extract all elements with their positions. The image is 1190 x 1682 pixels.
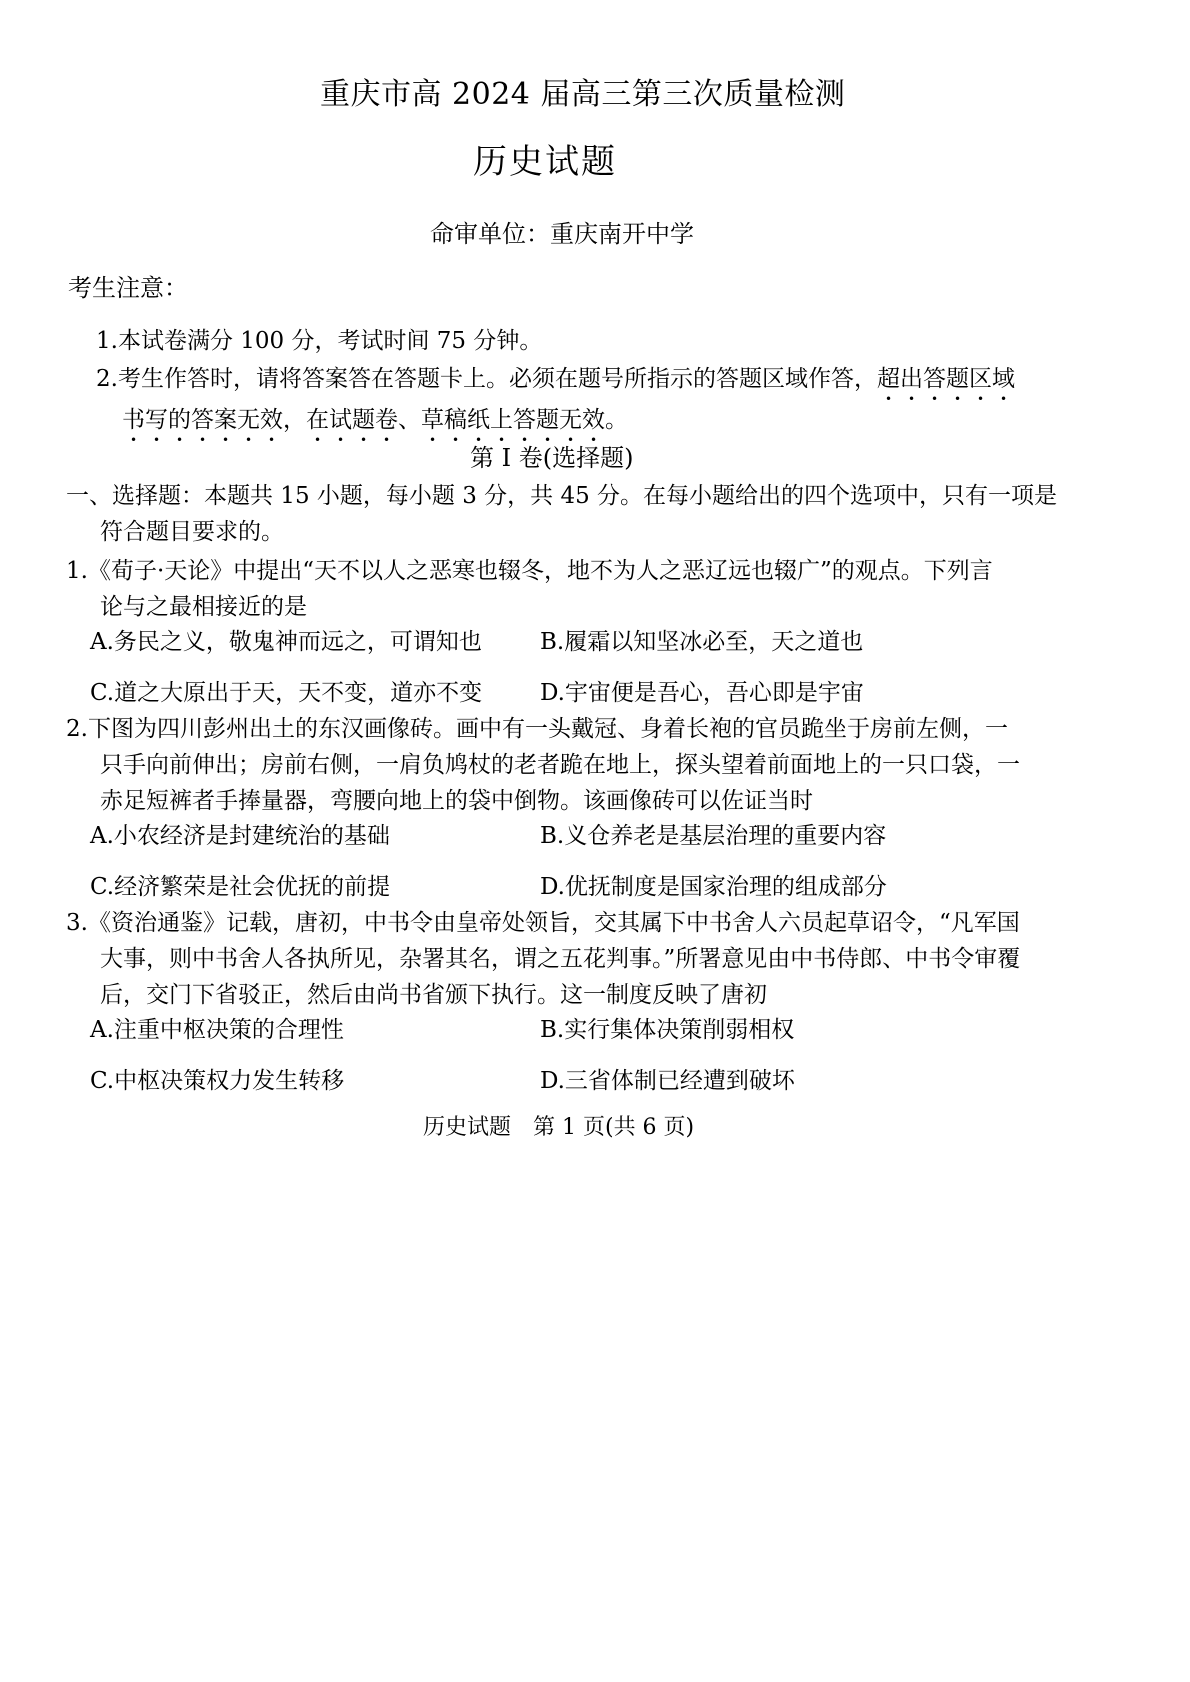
question-2-stem-cont: 只手向前伸出；房前右侧，一肩负鸠杖的老者跪在地上，探头望着前面地上的一只口袋，一 bbox=[100, 752, 1020, 778]
notice-end: 。 bbox=[605, 407, 628, 433]
notice-item-2-text: 2.考生作答时，请将答案答在答题卡上。必须在题号所指示的答题区域作答， bbox=[96, 366, 877, 392]
section-intro-cont: 符合题目要求的。 bbox=[100, 519, 284, 545]
notice-heading: 考生注意： bbox=[68, 274, 188, 302]
question-3-option-b: B.实行集体决策削弱相权 bbox=[540, 1017, 795, 1043]
notice-emphasis-2: 书写的答案无效 bbox=[122, 407, 283, 433]
question-1-stem-cont: 论与之最相接近的是 bbox=[100, 594, 307, 620]
author-line: 命审单位：重庆南开中学 bbox=[430, 220, 694, 248]
question-2-stem-cont-2: 赤足短裤者手捧量器，弯腰向地上的袋中倒物。该画像砖可以佐证当时 bbox=[100, 788, 813, 814]
question-2-option-c: C.经济繁荣是社会优抚的前提 bbox=[90, 874, 391, 900]
section-title: 第 I 卷(选择题) bbox=[470, 444, 634, 472]
question-1-stem: 1.《荀子·天论》中提出“天不以人之恶寒也辍冬，地不为人之恶辽远也辍广”的观点。下列言 bbox=[66, 558, 993, 584]
question-1-option-a: A.务民之义，敬鬼神而远之，可谓知也 bbox=[90, 629, 482, 655]
notice-emphasis-3: 在试题卷 bbox=[306, 407, 398, 433]
question-2-option-d: D.优抚制度是国家治理的组成部分 bbox=[540, 874, 887, 900]
section-intro: 一、选择题：本题共 15 小题，每小题 3 分，共 45 分。在每小题给出的四个选项中，只有一项是 bbox=[66, 483, 1058, 509]
exam-title: 重庆市高 2024 届高三第三次质量检测 bbox=[320, 77, 846, 112]
notice-sep-2: 、 bbox=[398, 407, 421, 433]
question-1-option-b: B.履霜以知坚冰必至，天之道也 bbox=[540, 629, 864, 655]
subject-title: 历史试题 bbox=[473, 142, 617, 182]
notice-item-2 bbox=[96, 366, 1015, 406]
question-2-stem: 2.下图为四川彭州出土的东汉画像砖。画中有一头戴冠、身着长袍的官员跪坐于房前左侧，一 bbox=[66, 716, 1008, 742]
question-2-option-b: B.义仓养老是基层治理的重要内容 bbox=[540, 823, 887, 849]
notice-emphasis-1: 超出答题区域 bbox=[876, 366, 1015, 392]
notice-item-1: 1.本试卷满分 100 分，考试时间 75 分钟。 bbox=[96, 328, 543, 354]
question-3-option-c: C.中枢决策权力发生转移 bbox=[90, 1068, 345, 1094]
notice-emphasis-4: 草稿纸上答题无效 bbox=[421, 407, 605, 433]
notice-item-2-cont bbox=[122, 407, 628, 447]
question-3-stem-cont: 大事，则中书舍人各执所见，杂署其名，谓之五花判事。”所署意见由中书侍郎、中书令审覆 bbox=[100, 946, 1021, 972]
question-3-stem: 3.《资治通鉴》记载，唐初，中书令由皇帝处领旨，交其属下中书舍人六员起草诏令，“凡军国 bbox=[66, 910, 1020, 936]
notice-sep: ， bbox=[283, 407, 306, 433]
question-1-option-c: C.道之大原出于天，天不变，道亦不变 bbox=[90, 680, 483, 706]
question-3-option-d: D.三省体制已经遭到破坏 bbox=[540, 1068, 795, 1094]
question-3-option-a: A.注重中枢决策的合理性 bbox=[90, 1017, 344, 1043]
page-footer: 历史试题 第 1 页(共 6 页) bbox=[423, 1115, 695, 1140]
question-2-option-a: A.小农经济是封建统治的基础 bbox=[90, 823, 390, 849]
question-3-stem-cont-2: 后，交门下省驳正，然后由尚书省颁下执行。这一制度反映了唐初 bbox=[100, 982, 767, 1008]
question-1-option-d: D.宇宙便是吾心，吾心即是宇宙 bbox=[540, 680, 864, 706]
